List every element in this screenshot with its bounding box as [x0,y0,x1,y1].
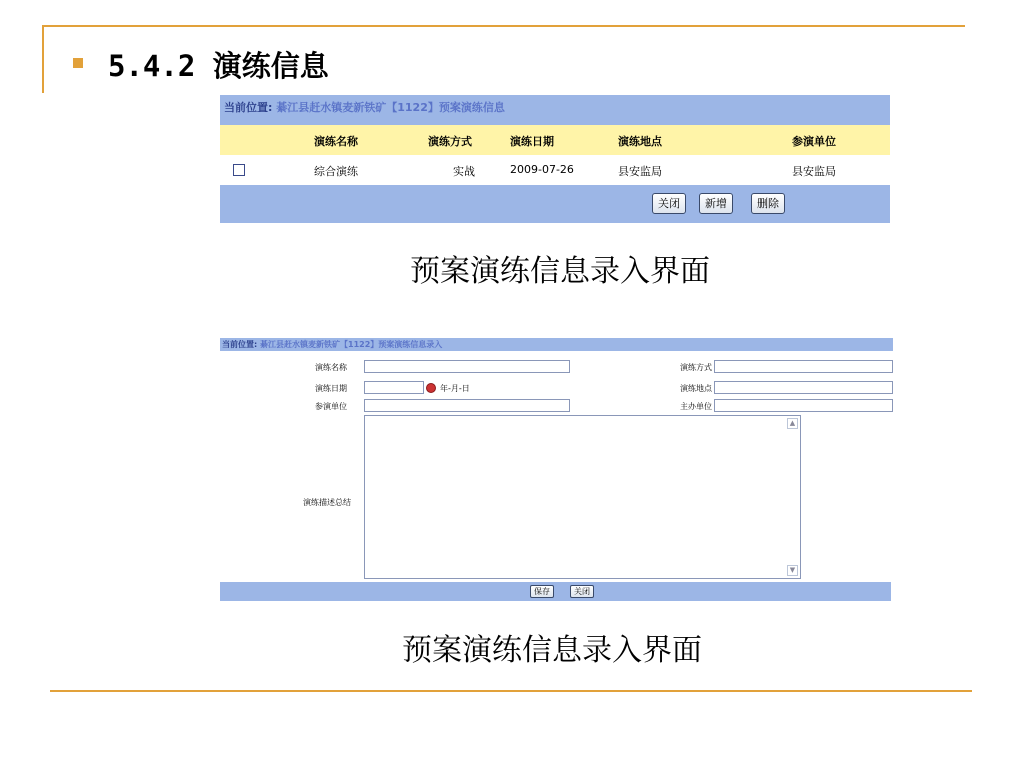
drill-date-label: 演练日期 [315,384,347,393]
drill-method-label: 演练方式 [680,363,712,372]
bullet-square-icon [73,58,83,68]
caption-form: 预案演练信息录入界面 [402,633,702,668]
drill-name-label: 演练名称 [315,363,347,372]
drill-form-screenshot [220,338,891,601]
slide-bottom-rule [50,690,972,692]
drill-date-input[interactable] [364,381,424,394]
date-format-hint: 年-月-日 [440,384,470,393]
scroll-up-icon[interactable]: ▲ [787,418,798,429]
breadcrumb-path: 綦江县赶水镇麦新铁矿【1122】预案演练信息录入 [260,340,443,349]
organizer-label: 主办单位 [680,402,712,411]
column-header-date: 演练日期 [510,135,554,148]
section-number: 5.4.2 [108,49,196,83]
cell-drill-name: 综合演练 [314,165,358,178]
breadcrumb-label: 当前位置: [224,101,273,114]
scroll-down-icon[interactable]: ▼ [787,565,798,576]
calendar-icon[interactable] [426,383,436,393]
section-title: 演练信息 [212,49,329,83]
add-button[interactable]: 新增 [699,193,733,214]
save-button[interactable]: 保存 [530,585,554,598]
organizer-input[interactable] [714,399,893,412]
slide-top-rule [42,25,965,27]
caption-list: 预案演练信息录入界面 [410,254,710,289]
row-select-checkbox[interactable] [233,164,245,176]
cell-drill-method: 实战 [453,165,475,178]
drill-list-screenshot [220,95,890,223]
participating-unit-input[interactable] [364,399,570,412]
drill-method-input[interactable] [714,360,893,373]
slide-left-rule [42,25,44,93]
participating-unit-label: 参演单位 [315,402,347,411]
action-bar [220,582,891,601]
cell-drill-unit: 县安监局 [792,165,836,178]
column-header-method: 演练方式 [428,135,472,148]
summary-label: 演练描述总结 [303,498,351,507]
table-row[interactable] [220,155,890,185]
summary-textarea[interactable] [364,415,801,579]
table-header [220,125,890,155]
drill-location-label: 演练地点 [680,384,712,393]
breadcrumb [220,95,890,125]
close-button[interactable]: 关闭 [570,585,594,598]
drill-name-input[interactable] [364,360,570,373]
close-button[interactable]: 关闭 [652,193,686,214]
delete-button[interactable]: 删除 [751,193,785,214]
column-header-location: 演练地点 [618,135,662,148]
column-header-name: 演练名称 [314,135,358,148]
cell-drill-date: 2009-07-26 [510,163,574,176]
breadcrumb-label: 当前位置: [222,340,258,349]
column-header-unit: 参演单位 [792,135,836,148]
action-bar [220,185,890,223]
cell-drill-location: 县安监局 [618,165,662,178]
breadcrumb-path: 綦江县赶水镇麦新铁矿【1122】预案演练信息 [276,101,505,114]
slide-heading [108,44,329,85]
drill-location-input[interactable] [714,381,893,394]
breadcrumb [220,338,893,351]
